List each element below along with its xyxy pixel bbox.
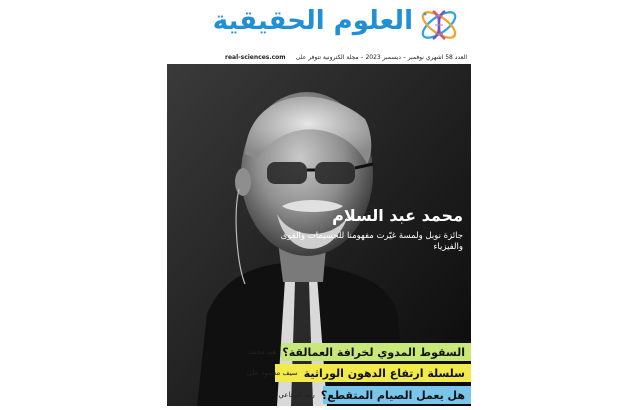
feature-caption: جائزة نوبل ولمسة غيّرت مفهومنا للجسيمات والقوى والفيزياء: [280, 231, 463, 252]
headline-title: سلسلة ارتفاع الدهون الوراثية: [303, 366, 465, 380]
issue-info-bar: [167, 53, 471, 63]
masthead: [167, 0, 471, 60]
headline-strip-1[interactable]: [248, 343, 471, 361]
feature-block: [273, 206, 463, 253]
magazine-cover: [167, 0, 471, 406]
headline-title: هل يعمل الصيام المتقطع؟: [320, 388, 465, 402]
headline-author: رغد الرفاعي: [278, 391, 315, 399]
headline-strip-3[interactable]: [278, 386, 471, 404]
magazine-title: العلوم الحقيقية: [212, 6, 413, 36]
issue-line: العدد 58 اشهري نوفمبر – ديسمبر 2023 – مجلة الكترونية تتوفر على: [295, 54, 467, 61]
headline-author: هبة محمد: [248, 348, 277, 356]
feature-name: محمد عبد السلام: [332, 206, 463, 225]
atom-dna-emblem-icon: [417, 3, 461, 47]
headline-title: السقوط المدوي لخرافة العمالقة؟: [282, 345, 465, 359]
site-url-link[interactable]: real-sciences.com: [225, 54, 286, 61]
headline-author: سيف محمود علي: [246, 369, 298, 377]
headline-strip-2[interactable]: [246, 364, 471, 382]
